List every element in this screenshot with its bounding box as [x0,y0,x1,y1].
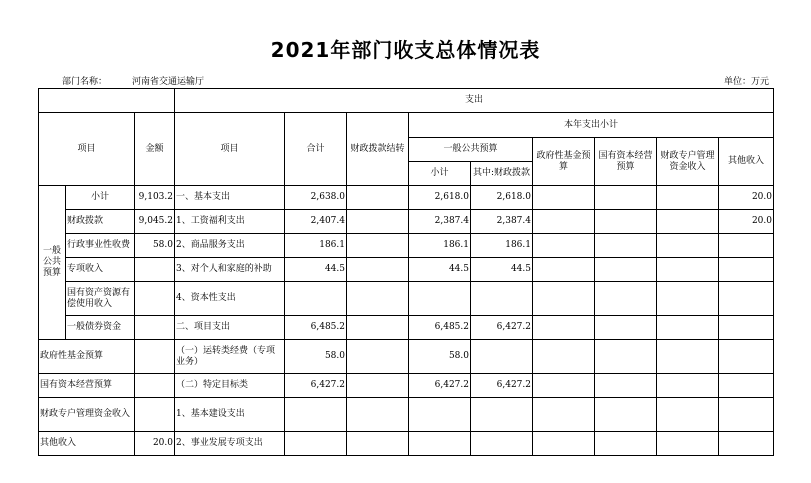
subtotal-cell [409,398,471,432]
soe-capital-cell [595,316,657,340]
carryover-cell [347,398,409,432]
income-item: 一般债券资金 [66,316,135,340]
other-income-cell [719,234,774,258]
gov-fund-cell [533,258,595,282]
fiscal-cell: 6,427.2 [471,316,533,340]
soe-capital-cell [595,398,657,432]
header-amount: 金额 [135,113,175,186]
total-cell [285,282,347,316]
expenditure-item: 2、商品服务支出 [175,234,285,258]
income-group-label: 一般公共预算 [39,186,66,340]
other-income-cell [719,316,774,340]
subtotal-cell: 186.1 [409,234,471,258]
income-item: 专项收入 [66,258,135,282]
total-cell: 2,638.0 [285,186,347,210]
income-amount [135,316,175,340]
income-amount [135,398,175,432]
gov-fund-cell [533,210,595,234]
subtotal-cell: 58.0 [409,340,471,374]
income-item: 财政专户管理资金收入 [39,398,135,432]
header-carryover: 财政拨款结转 [347,113,409,186]
soe-capital-cell [595,374,657,398]
income-item: 其他收入 [39,432,135,456]
table-row [39,210,774,234]
expenditure-item: 3、对个人和家庭的补助 [175,258,285,282]
fiscal-cell [471,282,533,316]
special-account-cell [657,210,719,234]
gov-fund-cell [533,432,595,456]
soe-capital-cell [595,186,657,210]
expenditure-item: （二）特定目标类 [175,374,285,398]
table-row [39,258,774,282]
special-account-cell [657,282,719,316]
income-item: 行政事业性收费 [66,234,135,258]
total-cell: 58.0 [285,340,347,374]
other-income-cell: 20.0 [719,210,774,234]
table-row [39,432,774,456]
carryover-cell [347,316,409,340]
soe-capital-cell [595,432,657,456]
carryover-cell [347,432,409,456]
header-other-income: 其他收入 [719,138,774,186]
carryover-cell [347,210,409,234]
income-amount [135,340,175,374]
subtotal-cell: 2,618.0 [409,186,471,210]
subtotal-cell [409,282,471,316]
income-amount [135,258,175,282]
expenditure-item: 1、工资福利支出 [175,210,285,234]
other-income-cell [719,374,774,398]
fiscal-cell: 2,387.4 [471,210,533,234]
gov-fund-cell [533,186,595,210]
table-row [39,398,774,432]
special-account-cell [657,374,719,398]
income-item: 政府性基金预算 [39,340,135,374]
other-income-cell [719,432,774,456]
total-cell [285,432,347,456]
income-amount: 58.0 [135,234,175,258]
expenditure-item: 二、项目支出 [175,316,285,340]
fiscal-cell: 186.1 [471,234,533,258]
subtotal-cell: 6,485.2 [409,316,471,340]
carryover-cell [347,340,409,374]
table-row [39,186,774,210]
fiscal-cell [471,432,533,456]
table-row [39,282,774,316]
soe-capital-cell [595,210,657,234]
department-name: 河南省交通运输厅 [132,77,205,87]
gov-fund-cell [533,234,595,258]
header-expenditure-item: 项目 [175,113,285,186]
subtotal-cell [409,432,471,456]
gov-fund-cell [533,340,595,374]
header-soe-capital: 国有资本经营预算 [595,138,657,186]
fiscal-cell: 6,427.2 [471,374,533,398]
special-account-cell [657,234,719,258]
expenditure-item: 4、资本性支出 [175,282,285,316]
total-cell: 2,407.4 [285,210,347,234]
income-amount: 9,103.2 [135,186,175,210]
income-amount: 20.0 [135,432,175,456]
carryover-cell [347,374,409,398]
income-amount: 9,045.2 [135,210,175,234]
expenditure-item: 一、基本支出 [175,186,285,210]
other-income-cell: 20.0 [719,186,774,210]
gov-fund-cell [533,374,595,398]
header-special-account: 财政专户管理资金收入 [657,138,719,186]
income-item: 国有资产资源有偿使用收入 [66,282,135,316]
soe-capital-cell [595,234,657,258]
header-total: 合计 [285,113,347,186]
soe-capital-cell [595,258,657,282]
table-row [39,234,774,258]
header-expenditure: 支出 [175,89,774,113]
total-cell [285,398,347,432]
expenditure-item: （一）运转类经费（专项业务） [175,340,285,374]
gov-fund-cell [533,282,595,316]
income-item: 小计 [66,186,135,210]
other-income-cell [719,282,774,316]
header-income-item: 项目 [39,113,135,186]
header-gov-fund: 政府性基金预算 [533,138,595,186]
table-row [39,340,774,374]
carryover-cell [347,186,409,210]
total-cell: 186.1 [285,234,347,258]
special-account-cell [657,398,719,432]
table-row [39,316,774,340]
other-income-cell [719,398,774,432]
header-general-budget: 一般公共预算 [409,138,533,162]
special-account-cell [657,186,719,210]
expenditure-item: 2、事业发展专项支出 [175,432,285,456]
fiscal-cell: 44.5 [471,258,533,282]
income-amount [135,374,175,398]
unit-label: 单位：万元 [724,77,770,87]
other-income-cell [719,340,774,374]
subtotal-cell: 2,387.4 [409,210,471,234]
department-label: 部门名称： [62,77,108,87]
income-item: 财政拨款 [66,210,135,234]
special-account-cell [657,432,719,456]
income-item: 国有资本经营预算 [39,374,135,398]
page-title: 2021年部门收支总体情况表 [270,38,541,62]
header-of-which-fiscal: 其中:财政拨款 [471,162,533,186]
other-income-cell [719,258,774,282]
total-cell: 44.5 [285,258,347,282]
fiscal-cell [471,398,533,432]
header-blank-cell [39,89,175,113]
special-account-cell [657,340,719,374]
expenditure-item: 1、基本建设支出 [175,398,285,432]
soe-capital-cell [595,282,657,316]
fiscal-cell [471,340,533,374]
budget-table [38,88,774,456]
header-subtotal: 小计 [409,162,471,186]
special-account-cell [657,316,719,340]
gov-fund-cell [533,316,595,340]
special-account-cell [657,258,719,282]
header-annual-total: 本年支出小计 [409,113,774,138]
subtotal-cell: 44.5 [409,258,471,282]
carryover-cell [347,234,409,258]
carryover-cell [347,258,409,282]
carryover-cell [347,282,409,316]
total-cell: 6,485.2 [285,316,347,340]
income-amount [135,282,175,316]
fiscal-cell: 2,618.0 [471,186,533,210]
subtotal-cell: 6,427.2 [409,374,471,398]
soe-capital-cell [595,340,657,374]
table-row [39,374,774,398]
total-cell: 6,427.2 [285,374,347,398]
gov-fund-cell [533,398,595,432]
